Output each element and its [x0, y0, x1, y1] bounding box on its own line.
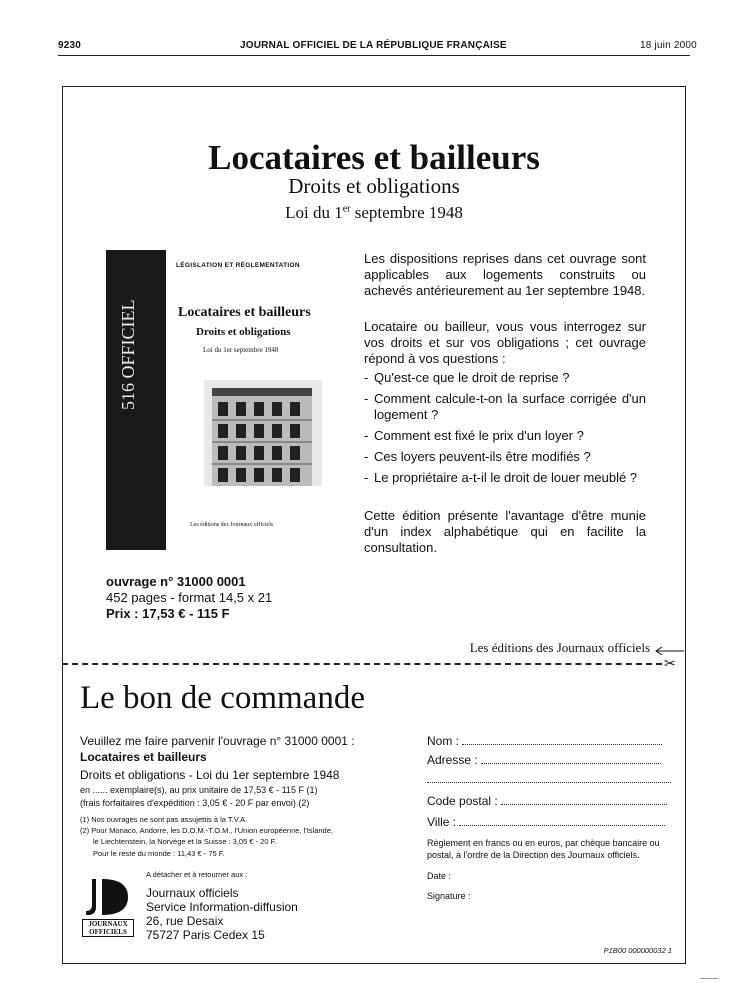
journaux-officiels-logo [82, 875, 134, 937]
footnote-2: (2) Pour Monaco, Andorre, les D.O.M.-T.O.M., l'Union européenne, l'Islande, [80, 826, 333, 835]
cover-legislation: LÉGISLATION ET RÉGLEMENTATION [176, 262, 300, 269]
ouvrage-price: Prix : 17,53 € - 115 F [106, 606, 230, 621]
adresse-input-line-2[interactable] [427, 774, 671, 783]
order-line-2: Locataires et bailleurs [80, 750, 207, 764]
journal-title: JOURNAL OFFICIEL DE LA RÉPUBLIQUE FRANÇAISE [240, 40, 507, 51]
address-line: 26, rue Desaix [146, 914, 224, 928]
list-item: - Comment est fixé le prix d'un loyer ? [364, 428, 646, 444]
page-number: 9230 [58, 40, 82, 51]
date-label: Date : [427, 871, 452, 881]
order-heading: Le bon de commande [80, 680, 365, 716]
address-line: Service Information-diffusion [146, 900, 298, 914]
ad-closing: Cette édition présente l'avantage d'être munie d'un index alphabétique qui en facilite la consultation. [364, 508, 646, 555]
ville-label: Ville : [427, 815, 457, 829]
logo-line-2: OFFICIELS [89, 928, 127, 936]
nom-label: Nom : [427, 734, 460, 748]
list-item: - Ces loyers peuvent-ils être modifiés ? [364, 449, 646, 465]
footnote-1: (1) Nos ouvrages ne sont pas assujettis à la T.V.A. [80, 815, 248, 824]
header-rule [58, 55, 690, 56]
list-item: - Le propriétaire a-t-il le droit de louer meublé ? [364, 470, 646, 486]
signature-label: Signature : [427, 891, 471, 901]
adresse-field[interactable] [427, 753, 672, 767]
adresse-input-line[interactable] [481, 755, 661, 764]
code-postal-label: Code postal : [427, 794, 498, 808]
return-label: A détacher et à retourner aux : [146, 870, 248, 879]
nom-input-line[interactable] [462, 736, 662, 745]
question-list [364, 370, 646, 491]
ad-intro: Les dispositions reprises dans cet ouvrage sont applicables aux logements construits ou achevés antérieurement au 1er septembre 1948. [364, 251, 646, 298]
cover-subtitle: Droits et obligations [196, 326, 291, 338]
order-line-4: en ...... exemplaire(s), au prix unitaire de 17,53 € - 115 F (1) [80, 785, 318, 795]
book-spine [106, 250, 166, 550]
building-illustration [204, 380, 322, 486]
address-line: 75727 Paris Cedex 15 [146, 928, 265, 942]
adresse-label: Adresse : [427, 753, 478, 767]
nom-field[interactable] [427, 734, 672, 748]
ad-title: Locataires et bailleurs [208, 138, 540, 177]
cover-footer: Les éditions des Journaux officiels [190, 522, 274, 528]
footnote-2b: le Liechtenstein, la Norvège et la Suisse : 3,05 € - 20 F. [93, 837, 277, 846]
ville-field[interactable] [427, 815, 672, 829]
issue-date: 18 juin 2000 [640, 40, 697, 51]
cut-line [62, 663, 662, 665]
adresse-field-2[interactable] [427, 772, 672, 786]
order-line-1: Veuillez me faire parvenir l'ouvrage n° 31000 0001 : [80, 734, 355, 748]
spine-text: 516 OFFICIEL [118, 299, 138, 410]
list-item: - Comment calcule-t-on la surface corrigée d'un logement ? [364, 391, 646, 423]
ouvrage-number: ouvrage n° 31000 0001 [106, 574, 246, 589]
code-postal-input-line[interactable] [501, 796, 667, 805]
reference-code: P1B00 000000032 1 [603, 946, 672, 955]
ouvrage-pages: 452 pages - format 14,5 x 21 [106, 590, 273, 605]
footnote-3: Pour le reste du monde : 11,43 € - 75 F. [93, 849, 225, 858]
ad-subtitle: Droits et obligations [288, 174, 460, 198]
payment-note: Règlement en francs ou en euros, par chèque bancaire ou postal, à l'ordre de la Direction des Journaux officiels. [427, 838, 660, 860]
ad-law: Loi du 1er septembre 1948 [285, 203, 463, 222]
arrow-left-icon [654, 647, 684, 655]
ad-question-intro: Locataire ou bailleur, vous vous interrogez sur vos droits et sur vos obligations ; cet ouvrage répond à vos questions : [364, 319, 646, 366]
page-mark [700, 978, 718, 979]
code-postal-field[interactable] [427, 794, 672, 808]
ville-input-line[interactable] [459, 817, 665, 826]
scissors-icon: ✂ [664, 655, 676, 671]
order-line-5: (frais forfaitaires d'expédition : 3,05 € - 20 F par envoi) (2) [80, 798, 310, 808]
cover-law: Loi du 1er septembre 1948 [203, 346, 279, 354]
editions-label: Les éditions des Journaux officiels [469, 640, 650, 655]
list-item: - Qu'est-ce que le droit de reprise ? [364, 370, 646, 386]
order-line-3: Droits et obligations - Loi du 1er septembre 1948 [80, 768, 340, 782]
cover-title: Locataires et bailleurs [178, 305, 311, 320]
logo-line-1: JOURNAUX [88, 920, 128, 928]
address-line: Journaux officiels [146, 886, 239, 900]
